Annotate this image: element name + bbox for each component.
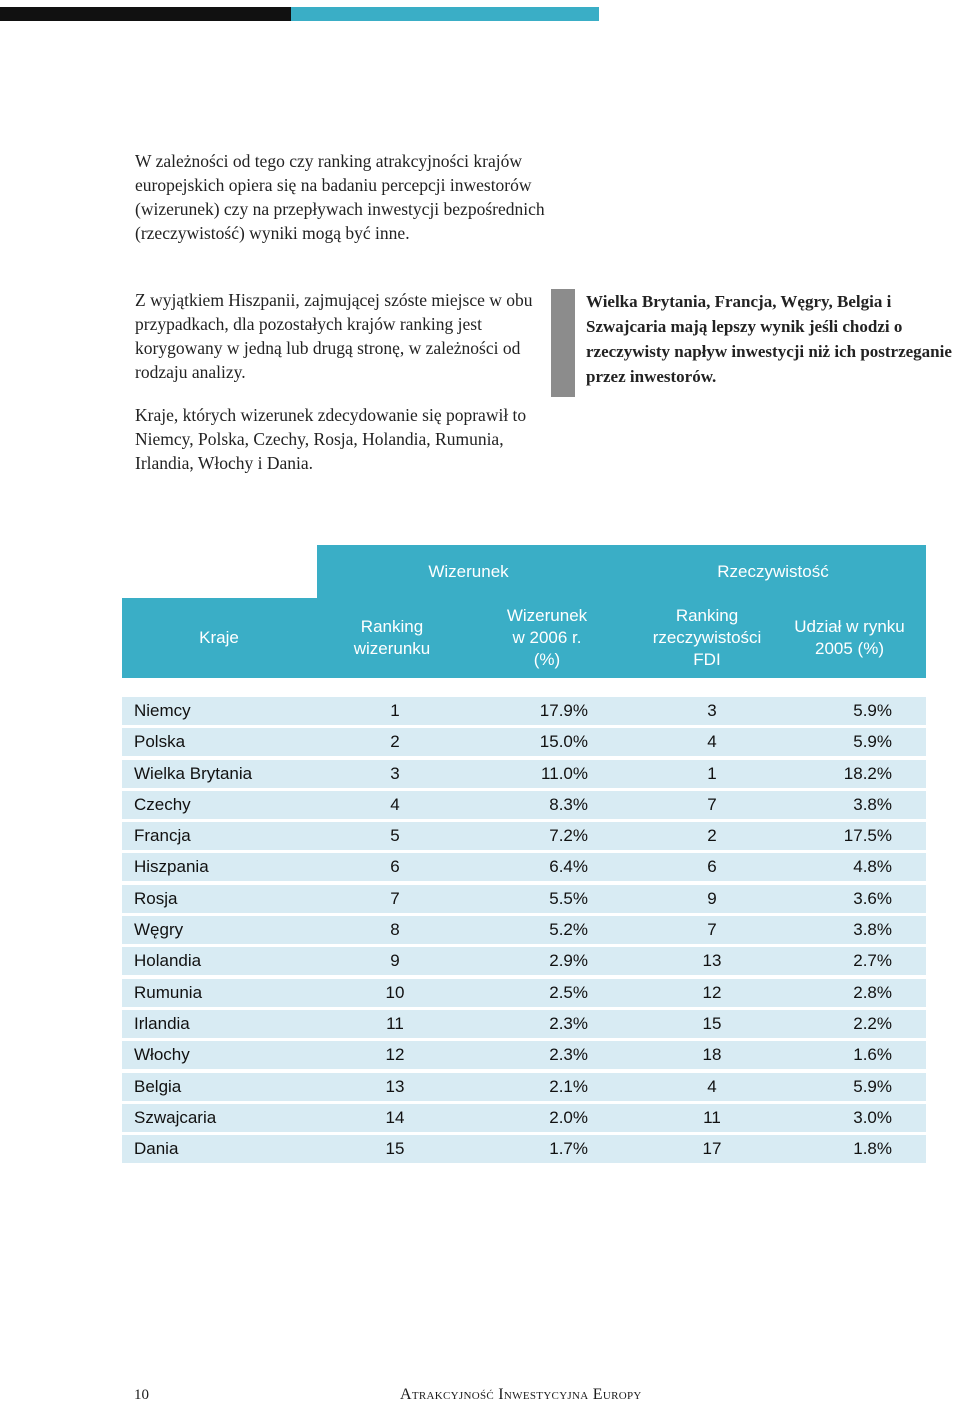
table-body xyxy=(122,697,926,1166)
cell-wizerunek: 2.3% xyxy=(549,1013,588,1033)
cell-wizerunek: 2.3% xyxy=(549,1045,588,1065)
cell-ranking-rzeczywistosci: 17 xyxy=(702,1139,722,1159)
running-footer-title: Atrakcyjność Inwestycyjna Europy xyxy=(400,1386,642,1403)
pull-quote: Wielka Brytania, Francja, Węgry, Belgia i Szwajcaria mają lepszy wynik jeśli chodzi o rzeczywisty napływ inwestycji niż ich postrzeganie przez inwestorów. xyxy=(586,292,952,386)
cell-ranking-rzeczywistosci: 3 xyxy=(707,701,717,720)
cell-ranking-rzeczywistosci: 9 xyxy=(707,888,717,908)
table-row xyxy=(122,947,926,975)
cell-ranking-rzeczywistosci: 1 xyxy=(707,763,717,783)
cell-wizerunek: 2.0% xyxy=(549,1107,588,1127)
cell-udzial: 1.6% xyxy=(853,1045,892,1065)
cell-wizerunek: 7.2% xyxy=(549,826,588,846)
cell-ranking-wizerunku: 14 xyxy=(385,1107,405,1127)
cell-udzial: 3.8% xyxy=(853,920,892,940)
table-row xyxy=(122,853,926,881)
cell-ranking-wizerunku: 15 xyxy=(385,1139,405,1159)
cell-ranking-rzeczywistosci: 13 xyxy=(702,951,722,971)
column-header-ranking-wizerunku: Ranking wizerunku xyxy=(353,617,431,658)
cell-country: Polska xyxy=(134,732,186,752)
table-row xyxy=(122,1041,926,1069)
cell-wizerunek: 15.0% xyxy=(539,732,588,752)
column-header-ranking-rzeczywistosci: Ranking rzeczywistości FDI xyxy=(652,606,762,669)
cell-udzial: 5.9% xyxy=(853,732,892,752)
cell-country: Dania xyxy=(134,1139,179,1159)
table-row xyxy=(122,728,926,756)
cell-udzial: 2.2% xyxy=(853,1013,892,1033)
column-header-wizerunek-2006: Wizerunek w 2006 r. (%) xyxy=(506,606,588,669)
cell-country: Irlandia xyxy=(134,1013,190,1033)
cell-country: Czechy xyxy=(134,794,191,814)
cell-udzial: 3.0% xyxy=(853,1107,892,1127)
cell-ranking-wizerunku: 3 xyxy=(390,763,400,783)
cell-wizerunek: 2.9% xyxy=(549,951,588,971)
cell-ranking-wizerunku: 2 xyxy=(390,732,400,752)
cell-country: Holandia xyxy=(134,951,202,971)
cell-ranking-rzeczywistosci: 4 xyxy=(707,1076,717,1096)
cell-ranking-rzeczywistosci: 7 xyxy=(707,920,717,940)
cell-ranking-wizerunku: 11 xyxy=(386,1013,404,1033)
cell-wizerunek: 5.5% xyxy=(549,888,588,908)
column-header-udzial: Udział w rynku 2005 (%) xyxy=(794,617,905,658)
table-group-header-wizerunek: Wizerunek xyxy=(317,545,620,598)
cell-udzial: 1.8% xyxy=(853,1139,892,1159)
page-number: 10 xyxy=(134,1387,149,1403)
cell-ranking-wizerunku: 1 xyxy=(390,701,400,720)
cell-ranking-rzeczywistosci: 7 xyxy=(707,794,717,814)
cell-ranking-wizerunku: 10 xyxy=(385,982,405,1002)
table-header-row xyxy=(122,598,926,678)
cell-country: Włochy xyxy=(134,1045,190,1065)
header-bar-accent xyxy=(291,7,599,21)
column-header-kraje: Kraje xyxy=(199,628,239,647)
cell-wizerunek: 2.5% xyxy=(549,982,588,1002)
cell-udzial: 17.5% xyxy=(843,826,892,846)
cell-ranking-rzeczywistosci: 4 xyxy=(707,732,717,752)
cell-country: Rosja xyxy=(134,888,178,908)
table-row xyxy=(122,916,926,944)
cell-ranking-wizerunku: 5 xyxy=(390,826,400,846)
cell-udzial: 4.8% xyxy=(853,857,892,877)
table-row xyxy=(122,1104,926,1132)
table-row xyxy=(122,1010,926,1038)
cell-udzial: 3.6% xyxy=(853,888,892,908)
cell-udzial: 2.7% xyxy=(853,951,892,971)
cell-country: Wielka Brytania xyxy=(134,763,253,783)
cell-udzial: 5.9% xyxy=(853,1076,892,1096)
cell-ranking-rzeczywistosci: 18 xyxy=(702,1045,722,1065)
table-row xyxy=(122,885,926,913)
cell-country: Belgia xyxy=(134,1076,182,1096)
cell-ranking-rzeczywistosci: 11 xyxy=(703,1107,721,1127)
cell-udzial: 18.2% xyxy=(843,763,892,783)
paragraph-exception: Z wyjątkiem Hiszpanii, zajmującej szóste miejsce w obu przypadkach, dla pozostałych krajów ranking jest korygowany w jedną lub drugą stronę, w zależności od rodzaju analizy. xyxy=(135,290,533,382)
cell-udzial: 5.9% xyxy=(853,701,892,720)
cell-udzial: 3.8% xyxy=(853,794,892,814)
cell-ranking-wizerunku: 13 xyxy=(385,1076,405,1096)
cell-ranking-wizerunku: 4 xyxy=(390,794,400,814)
cell-country: Niemcy xyxy=(134,701,191,720)
cell-wizerunek: 17.9% xyxy=(539,701,588,720)
cell-ranking-wizerunku: 12 xyxy=(385,1045,405,1065)
table-row xyxy=(122,1073,926,1101)
table-row xyxy=(122,1135,926,1163)
cell-udzial: 2.8% xyxy=(853,982,892,1002)
cell-wizerunek: 8.3% xyxy=(549,794,588,814)
table-group-header-rzeczywistosc: Rzeczywistość xyxy=(620,545,926,598)
cell-country: Szwajcaria xyxy=(134,1107,217,1127)
table-row xyxy=(122,760,926,788)
pull-quote-bar xyxy=(551,289,575,397)
cell-country: Francja xyxy=(134,826,191,846)
cell-ranking-rzeczywistosci: 12 xyxy=(702,982,722,1002)
cell-country: Rumunia xyxy=(134,982,203,1002)
cell-ranking-rzeczywistosci: 2 xyxy=(707,826,717,846)
table-row xyxy=(122,791,926,819)
header-bar-dark xyxy=(0,7,291,21)
table-row xyxy=(122,979,926,1007)
cell-wizerunek: 2.1% xyxy=(549,1076,588,1096)
cell-wizerunek: 1.7% xyxy=(549,1139,588,1159)
cell-wizerunek: 11.0% xyxy=(541,763,588,783)
paragraph-intro: W zależności od tego czy ranking atrakcyjności krajów europejskich opiera się na badaniu percepcji inwestorów (wizerunek) czy na przepływach inwestycji bezpośrednich (rzeczywistość) wyniki mogą być inne. xyxy=(135,151,545,243)
cell-country: Węgry xyxy=(134,920,184,940)
cell-wizerunek: 5.2% xyxy=(549,920,588,940)
table-row xyxy=(122,697,926,725)
cell-ranking-wizerunku: 9 xyxy=(390,951,400,971)
cell-ranking-rzeczywistosci: 6 xyxy=(707,857,717,877)
cell-country: Hiszpania xyxy=(134,857,209,877)
cell-ranking-wizerunku: 7 xyxy=(390,888,400,908)
table-row xyxy=(122,822,926,850)
paragraph-improved: Kraje, których wizerunek zdecydowanie się poprawił to Niemcy, Polska, Czechy, Rosja, Holandia, Rumunia, Irlandia, Włochy i Dania. xyxy=(135,405,527,473)
cell-wizerunek: 6.4% xyxy=(549,857,588,877)
cell-ranking-wizerunku: 8 xyxy=(390,920,400,940)
cell-ranking-wizerunku: 6 xyxy=(390,857,400,877)
cell-ranking-rzeczywistosci: 15 xyxy=(702,1013,722,1033)
